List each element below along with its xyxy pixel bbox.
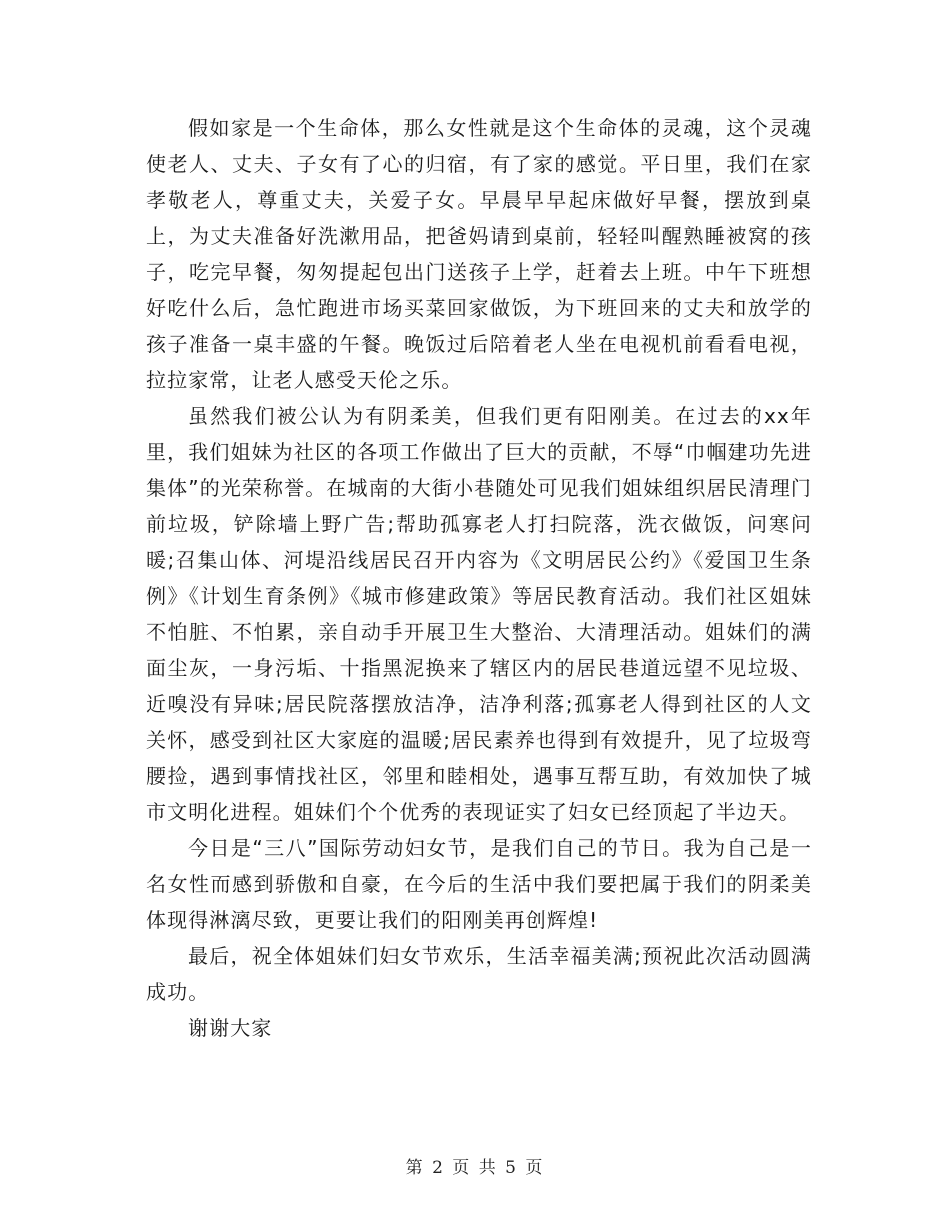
page-footer: 第 2 页 共 5 页 [405, 1158, 545, 1178]
paragraph-closing-wishes: 最后，祝全体姐妹们妇女节欢乐，生活幸福美满;预祝此次活动圆满成功。 [146, 944, 812, 1004]
paragraph-community-work: 虽然我们被公认为有阴柔美，但我们更有阳刚美。在过去的xx年里，我们姐妹为社区的各项工作做出了巨大的贡献，不辱“巾帼建功先进集体”的光荣称誉。在城南的大街小巷随处可见我们姐妹组织居民清理门前垃圾，铲除墙上野广告;帮助孤寡老人打扫院落，洗衣做饭，问寒问暖;召集山体、河堤沿线居民召开内容为《文明居民公约》《爱国卫生条例》《计划生育条例》《城市修建政策》等居民教育活动。我们社区姐妹不怕脏、不怕累，亲自动手开展卫生大整治、大清理活动。姐妹们的满面尘灰，一身污垢、十指黑泥换来了辖区内的居民巷道远望不见垃圾、近嗅没有异味;居民院落摆放洁净，洁净利落;孤寡老人得到社区的人文关怀，感受到社区大家庭的温暖;居民素养也得到有效提升，见了垃圾弯腰捡，遇到事情找社区，邻里和睦相处，遇事互帮互助，有效加快了城市文明化进程。姐妹们个个优秀的表现证实了妇女已经顶起了半边天。 [146, 404, 812, 824]
paragraph-family-soul: 假如家是一个生命体，那么女性就是这个生命体的灵魂，这个灵魂使老人、丈夫、子女有了心的归宿，有了家的感觉。平日里，我们在家孝敬老人，尊重丈夫，关爱子女。早晨早早起床做好早餐，摆放到桌上，为丈夫准备好洗漱用品，把爸妈请到桌前，轻轻叫醒熟睡被窝的孩子，吃完早餐，匆匆提起包出门送孩子上学，赶着去上班。中午下班想好吃什么后，急忙跑进市场买菜回家做饭，为下班回来的丈夫和放学的孩子准备一桌丰盛的午餐。晚饭过后陪着老人坐在电视机前看看电视，拉拉家常，让老人感受天伦之乐。 [146, 116, 812, 392]
paragraph-thanks: 谢谢大家 [188, 1016, 273, 1040]
document-body [146, 110, 812, 1046]
paragraph-womens-day: 今日是“三八”国际劳动妇女节，是我们自己的节日。我为自己是一名女性而感到骄傲和自豪，在今后的生活中我们要把属于我们的阴柔美体现得淋漓尽致，更要让我们的阳刚美再创辉煌! [146, 836, 812, 932]
